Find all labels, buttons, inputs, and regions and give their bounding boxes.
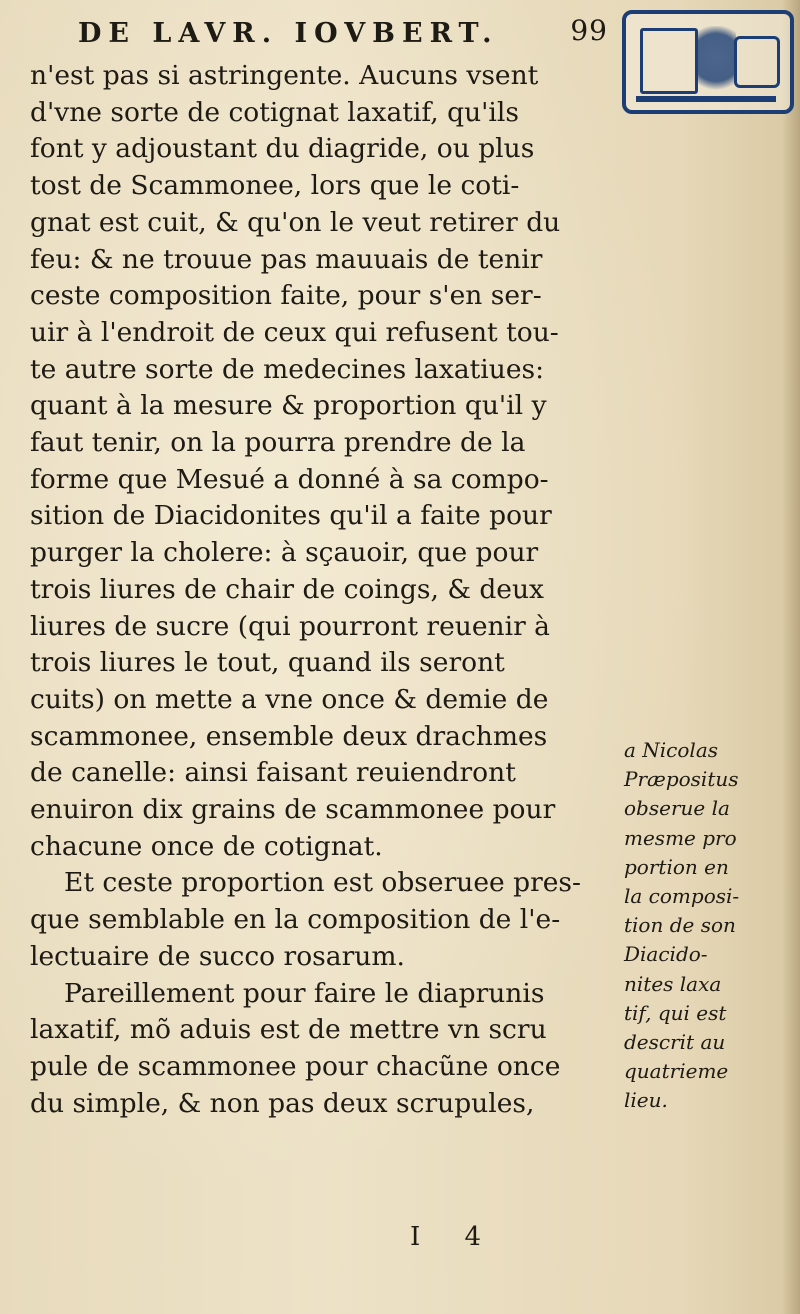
main-text-block	[30, 58, 630, 1122]
text-line: n'est pas si astringente. Aucuns vsent	[30, 60, 539, 91]
text-line: pule de scammonee pour chacũne once	[30, 1050, 561, 1082]
text-line: cuits) on mette a vne once & demie de	[30, 683, 549, 715]
margin-line: portion en	[624, 854, 729, 879]
page-header	[78, 14, 608, 54]
text-line: scammonee, ensemble deux drachmes	[30, 720, 548, 752]
margin-line: Diacido-	[624, 942, 708, 967]
margin-line: la composi-	[624, 884, 740, 909]
margin-line: quatrieme	[624, 1059, 729, 1084]
text-line: feu: & ne trouue pas mauuais de tenir	[30, 243, 543, 275]
text-line: Pareillement pour faire le diaprunis	[64, 977, 545, 1009]
page-spine-shadow	[782, 0, 800, 1314]
text-line: font y adjoustant du diagride, ou plus	[30, 133, 535, 165]
margin-line: tion de son	[624, 913, 736, 938]
page-number: 99	[570, 14, 608, 47]
text-line: uir à l'endroit de ceux qui refusent tou-	[30, 316, 559, 348]
stamp-letter-box	[640, 28, 698, 94]
text-line: du simple, & non pas deux scrupules,	[30, 1087, 535, 1119]
text-line: ceste composition faite, pour s'en ser-	[30, 280, 542, 312]
text-line: de canelle: ainsi faisant reuiendront	[30, 757, 516, 789]
stamp-underline	[636, 96, 776, 102]
text-line: faut tenir, on la pourra prendre de la	[30, 427, 526, 459]
text-line: que semblable en la composition de l'e-	[30, 904, 561, 936]
text-line: trois liures de chair de coings, & deux	[30, 573, 544, 605]
text-line: tost de Scammonee, lors que le coti-	[30, 170, 520, 202]
text-line: te autre sorte de medecines laxatiues:	[30, 353, 545, 385]
text-line: d'vne sorte de cotignat laxatif, qu'ils	[30, 96, 519, 128]
library-stamp	[622, 10, 794, 114]
margin-line: mesme pro	[624, 825, 737, 850]
marginal-note	[624, 736, 784, 1116]
text-line: quant à la mesure & proportion qu'il y	[30, 390, 547, 422]
stamp-letter-box-right	[734, 36, 780, 88]
text-line: sition de Diacidonites qu'il a faite pour	[30, 500, 552, 532]
signature-mark: I 4	[410, 1222, 500, 1252]
stamp-seal-icon	[696, 26, 736, 96]
text-line: gnat est cuit, & qu'on le veut retirer du	[30, 206, 561, 238]
margin-line: a Nicolas	[624, 738, 719, 762]
margin-line: tif, qui est	[624, 1000, 727, 1025]
text-line: chacune once de cotignat.	[30, 830, 383, 862]
text-line: liures de sucre (qui pourront reuenir à	[30, 610, 550, 642]
text-line: forme que Mesué a donné à sa compo-	[30, 463, 549, 495]
text-line: lectuaire de succo rosarum.	[30, 940, 405, 972]
running-title: DE LAVR. IOVBERT.	[78, 18, 499, 49]
text-line: purger la cholere: à sçauoir, que pour	[30, 537, 539, 569]
margin-line: nites laxa	[624, 971, 722, 996]
text-line: enuiron dix grains de scammonee pour	[30, 794, 556, 826]
margin-line: Præpositus	[624, 767, 739, 792]
margin-line: lieu.	[624, 1088, 668, 1113]
text-line: laxatif, mõ aduis est de mettre vn scru	[30, 1014, 547, 1046]
margin-line: descrit au	[624, 1030, 726, 1055]
text-line: trois liures le tout, quand ils seront	[30, 647, 505, 679]
margin-line: obserue la	[624, 796, 730, 821]
text-line: Et ceste proportion est obseruee pres-	[64, 867, 581, 899]
